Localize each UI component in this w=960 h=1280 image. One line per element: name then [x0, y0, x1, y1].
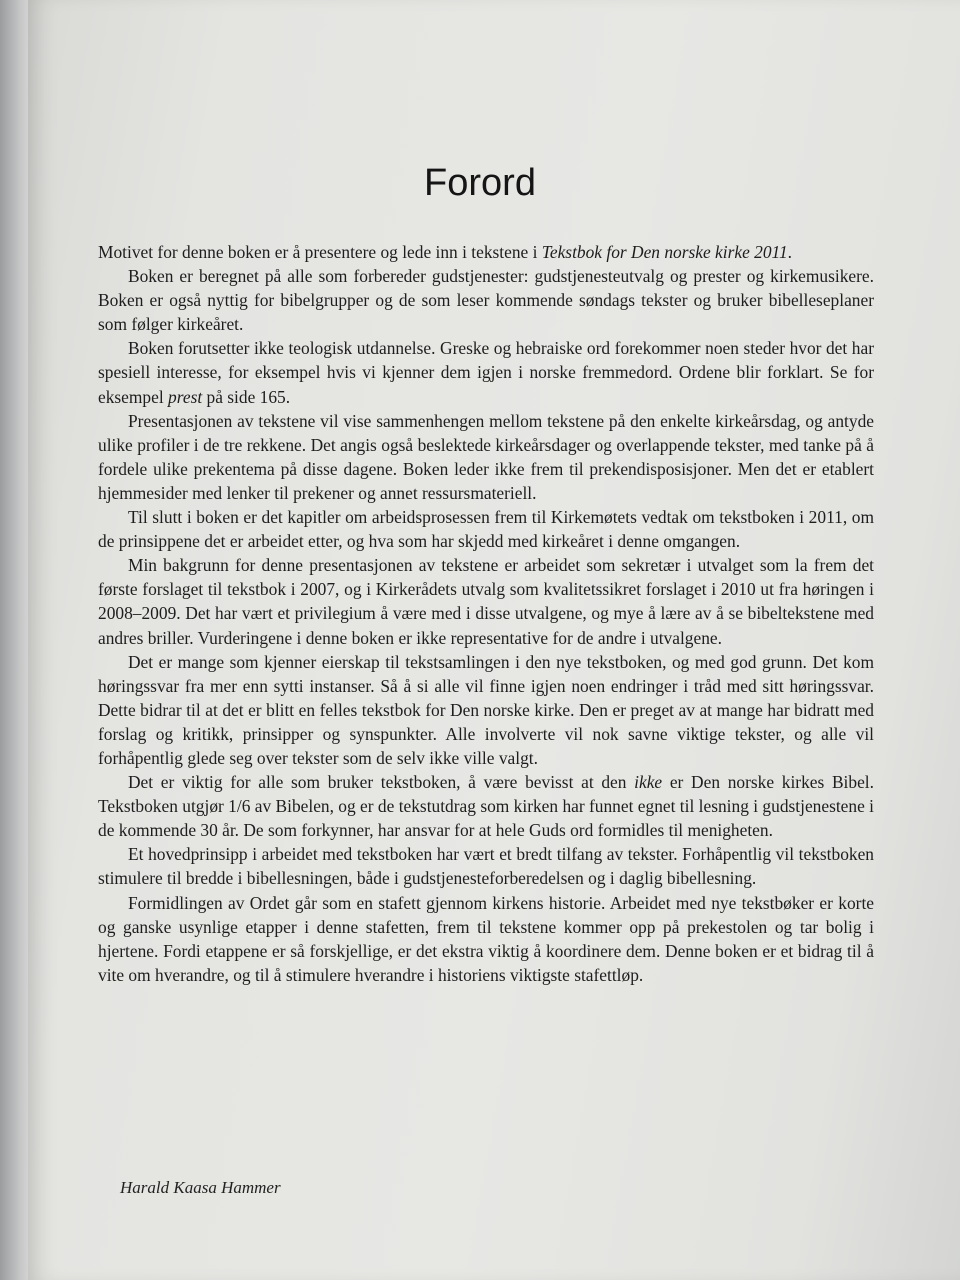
author-signature: Harald Kaasa Hammer — [120, 1178, 281, 1197]
paragraph-8 — [98, 770, 874, 842]
paragraph-1 — [98, 240, 874, 264]
paragraph-5-text: Til slutt i boken er det kapitler om arbeidsprosessen frem til Kirkemøtets vedtak om tekstboken i 2011, om de prinsippene det er arbeidet etter, og hva som har skjedd med kirkeåret i denne omgangen. — [98, 507, 874, 552]
paragraph-2-text: Boken er beregnet på alle som forbereder gudstjenester: gudstjenesteutvalg og prester og kirkemusikere. Boken er også nyttig for bibelgrupper og de som leser kommende søndags tekster og bruker bibelleseplaner som følger kirkeåret. — [98, 266, 874, 335]
page-title: Forord — [424, 162, 536, 204]
paragraph-3-text-end: på side 165. — [202, 386, 291, 407]
paragraph-6 — [98, 553, 874, 649]
paragraph-3-italic: prest — [168, 386, 203, 407]
paragraph-8-text-end: er Den norske kirkes Bibel. Tekstboken utgjør 1/6 av Bibelen, og er de tekstutdrag som kirken har funnet egnet til lesning i gudstjenestene i de kommende 30 år. De som forkynner, har ansvar for at hele Guds ord formidles til menigheten. — [98, 772, 874, 841]
paragraph-7-text: Det er mange som kjenner eierskap til tekstsamlingen i den nye tekstboken, og med god grunn. Det kom høringssvar fra mer enn sytti instanser. Så å si alle vil finne igjen noen endringer i tråd med sitt høringssvar. Dette bidrar til at det er blitt en felles tekstbok for Den norske kirke. Den er preget av at mange har bidratt med forslag og kritikk, prinsipper og synspunkter. Alle involverte vil nok savne viktige tekster, og alle vil forhåpentlig glede seg over tekster som de selv ikke ville valgt. — [98, 651, 874, 768]
paragraph-1-text-end: . — [787, 242, 792, 262]
paragraph-10 — [98, 891, 874, 987]
paragraph-5 — [98, 505, 874, 553]
paragraph-10-text: Formidlingen av Ordet går som en stafett gjennom kirkens historie. Arbeidet med nye tekstbøker er korte og ganske usynlige etapper i denne stafetten, frem til tekstene kommer opp på prekestolen og tar bolig i hjertene. Fordi etappene er så forskjellige, er det ekstra viktig å koordinere dem. Denne boken er et bidrag til å vite om hverandre, og til å stimulere hverandre i historiens viktigste stafettløp. — [98, 892, 874, 985]
paragraph-3 — [98, 336, 874, 408]
paragraph-1-italic: Tekstbok for Den norske kirke 2011 — [541, 242, 788, 262]
paragraph-9 — [98, 842, 874, 890]
paragraph-9-text: Et hovedprinsipp i arbeidet med tekstboken har vært et bredt tilfang av tekster. Forhåpentlig vil tekstboken stimulere til bredde i bibellesningen, både i gudstjenesteforberedelsen og i daglig bibellesning. — [98, 844, 874, 889]
paragraph-8-italic: ikke — [634, 772, 663, 793]
paragraph-2 — [98, 264, 874, 336]
preface-body — [98, 240, 874, 987]
paragraph-3-text: Boken forutsetter ikke teologisk utdannelse. Greske og hebraiske ord forekommer noen steder hvor det har spesiell interesse, for eksempel hvis vi kjenner dem igjen i norske fremmedord. Ordene blir forklart. Se for eksempel — [98, 338, 874, 407]
paragraph-6-text: Min bakgrunn for denne presentasjonen av tekstene er arbeidet som sekretær i utvalget som la frem det første forslaget til tekstbok i 2007, og i Kirkerådets utvalg som kvalitetssikret forslaget i 2010 ut fra høringen i 2008–2009. Det har vært et privilegium å være med i disse utvalgene, og mye å lære av å se bibeltekstene med andres briller. Vurderingene i denne boken er ikke representative for de andre i utvalgene. — [98, 555, 874, 648]
paragraph-4 — [98, 409, 874, 505]
paragraph-8-text: Det er viktig for alle som bruker tekstboken, å være bevisst at den — [128, 772, 635, 793]
paragraph-4-text: Presentasjonen av tekstene vil vise sammenhengen mellom tekstene på den enkelte kirkeårsdag, og antyde ulike profiler i de tre rekkene. Det angis også beslektede kirkeårsdager og overlappende tekster, med tanke på å fordele ulike prekentema på disse dagene. Boken leder ikke frem til prekendisposisjoner. Men det er etablert hjemmesider med lenker til prekener og annet ressursmateriell. — [98, 410, 874, 503]
paragraph-1-text: Motivet for denne boken er å presentere og lede inn i tekstene i — [98, 242, 542, 262]
paragraph-7 — [98, 650, 874, 770]
